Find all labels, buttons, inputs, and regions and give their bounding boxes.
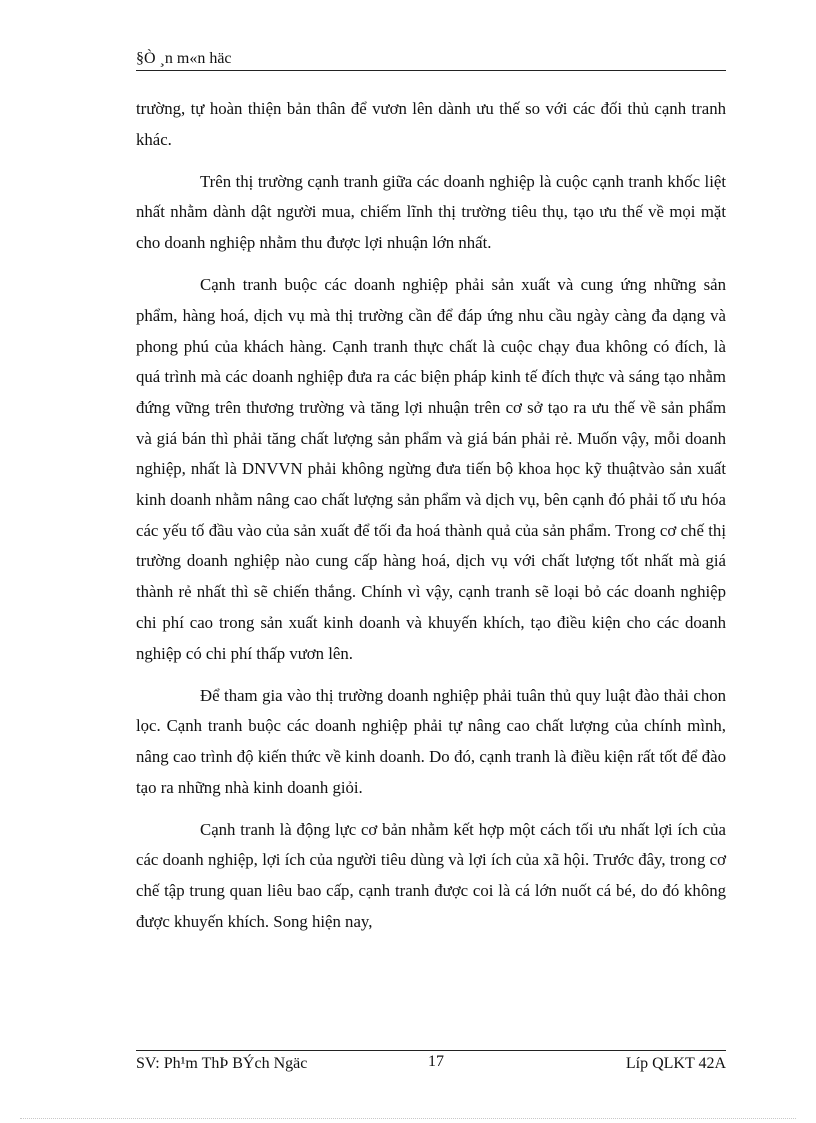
paragraph: Cạnh tranh buộc các doanh nghiệp phải sản xuất và cung ứng những sản phẩm, hàng hoá, dịch vụ mà thị trường cần để đáp ứng nhu cầu ngày càng đa dạng và phong phú của khách hàng. Cạnh tranh thực chất là cuộc chạy đua không có đích, là quá trình mà các doanh nghiệp đưa ra các biện pháp kinh tế đích thực và sáng tạo nhằm đứng vững trên thương trường và tăng lợi nhuận trên cơ sở tạo ra ưu thế về sản phẩm và giá bán thì phải tăng chất lượng sản phẩm và giá bán phải rẻ. Muốn vậy, mỗi doanh nghiệp, nhất là DNVVN phải không ngừng đưa tiến bộ khoa học kỹ thuậtvào sản xuất kinh doanh nhằm nâng cao chất lượng sản phẩm và dịch vụ, bên cạnh đó phải tố ưu hóa các yếu tố đầu vào của sản xuất để tối đa hoá thành quả của sản phẩm. Trong cơ chế thị trường doanh nghiệp nào cung cấp hàng hoá, dịch vụ với chất lượng tốt nhất mà giá thành rẻ nhất thì sẽ chiến thắng. Chính vì vậy, cạnh tranh sẽ loại bỏ các doanh nghiệp chi phí cao trong sản xuất kinh doanh và khuyến khích, tạo điều kiện cho các doanh nghiệp có chi phí thấp vươn lên. bbox=[136, 275, 726, 663]
page-number: 17 bbox=[428, 1053, 444, 1070]
page-edge-divider bbox=[20, 1118, 796, 1119]
footer-student-name: SV: Ph¹m ThÞ BÝch Ngäc bbox=[136, 1055, 308, 1072]
paragraph: Cạnh tranh là động lực cơ bản nhằm kết hợp một cách tối ưu nhất lợi ích của các doanh nghiệp, lợi ích của người tiêu dùng và lợi ích của xã hội. Trước đây, trong cơ chế tập trung quan liêu bao cấp, cạnh tranh được coi là cá lớn nuốt cá bé, do đó không được khuyến khích. Song hiện nay, bbox=[136, 819, 726, 931]
footer-class: Líp QLKT 42A bbox=[625, 1055, 726, 1072]
paragraph: Để tham gia vào thị trường doanh nghiệp phải tuân thủ quy luật đào thải chon lọc. Cạnh tranh buộc các doanh nghiệp phải tự nâng cao chất lượng của chính mình, nâng cao trình độ kiến thức về kinh doanh. Do đó, cạnh tranh là điều kiện rất tốt để đào tạo ra những nhà kinh doanh giỏi. bbox=[136, 685, 726, 797]
header-title: §Ò ¸n m«n häc bbox=[136, 50, 232, 67]
page-footer bbox=[136, 1050, 726, 1075]
body-text bbox=[136, 94, 726, 949]
paragraph-continuation: trường, tự hoàn thiện bản thân để vươn lên dành ưu thế so với các đối thủ cạnh tranh khác. bbox=[136, 99, 726, 149]
page-header bbox=[136, 48, 726, 71]
paragraph: Trên thị trường cạnh tranh giữa các doanh nghiệp là cuộc cạnh tranh khốc liệt nhất nhằm dành dật người mua, chiếm lĩnh thị trường tiêu thụ, tạo ưu thế về mọi mặt cho doanh nghiệp nhằm thu được lợi nhuận lớn nhất. bbox=[136, 171, 726, 253]
